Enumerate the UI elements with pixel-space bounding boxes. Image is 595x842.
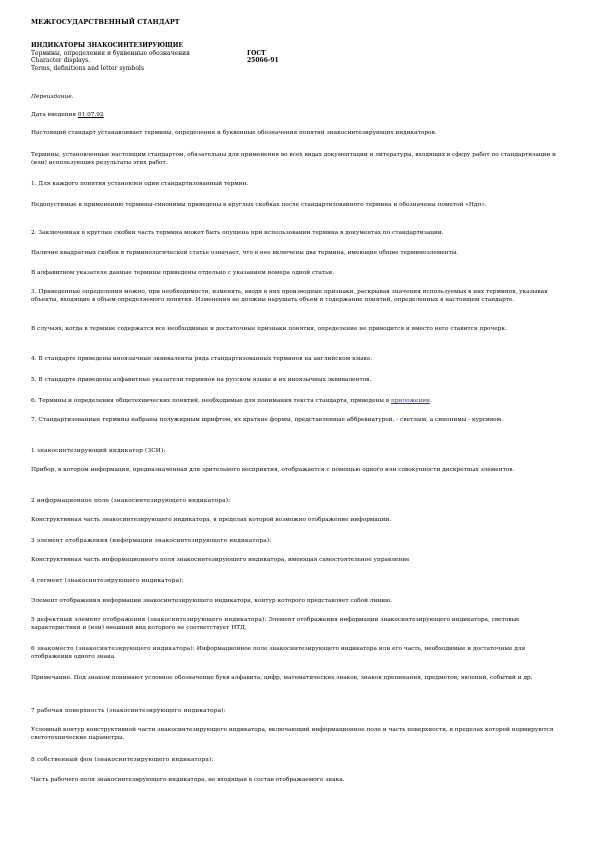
paragraph: Термины, установленные настоящим стандартом, обязательны для применения во всех видах документации и литературы, входящих в сферу работ по стандартизации и (или) использующих результаты этих работ.	[31, 152, 556, 166]
header-names	[31, 42, 247, 72]
paragraph: 2. Заключенная в круглые скобки часть термина может быть опущена при использовании термина в документах по стандартизации.	[31, 230, 444, 236]
intro-date-value: 01.07.92	[77, 112, 104, 118]
term-entry	[31, 646, 561, 662]
paragraph: Настоящий стандарт устанавливает термины, определения и буквенные обозначения понятий знакосинтезирующих индикаторов.	[31, 130, 437, 136]
paragraph: В случаях, когда в термине содержатся все необходимые и достаточные признаки понятия, определение не приводится и вместо него ставится прочерк.	[31, 326, 507, 332]
term-title: 4 сегмент (знакосинтезирующего индикатора):	[31, 578, 184, 584]
term-definition: Элемент отображения информации знакосинтезирующего индикатора, контур которого представляет собой линию.	[31, 598, 393, 604]
term-title: 8 собственный фон (знакосинтезирующего индикатора):	[31, 757, 214, 763]
term-definition: Прибор, в котором информация, предназначенная для зрительного восприятия, отображается с помощью одного или совокупности дискретных элементов.	[31, 467, 515, 473]
standard-subtitle-ru: Термины, определения и буквенные обозначения	[31, 49, 190, 57]
paragraph: В алфавитном указателе данные термины приведены отдельно с указанием номера одной статьи.	[31, 270, 334, 276]
paragraph-with-link	[31, 398, 561, 406]
term-definition: Часть рабочего поля знакосинтезирующего индикатора, не входящая в состав отображаемого знака.	[31, 777, 345, 783]
term-title: 5 дефектный элемент отображения (знакосинтезирующего индикатора):	[31, 617, 267, 623]
term-entry	[31, 617, 561, 633]
paragraph: 7. Стандартизованные термины набраны полужирным шрифтом, их краткие формы, представленные аббревиатурой, - светлым, а синонимы - курсивом.	[31, 417, 503, 423]
paragraph: 3. Приведенные определения можно, при необходимости, изменять, вводя в них производные признаки, раскрывая значения используемых в них терминов, указывая объекты, входящие в объем определяемого понятия. Изменения не должны нарушать объем и содержание понятий, определенных в настоящем стандарте.	[31, 289, 548, 303]
term-title: 3 элемент отображения (информации знакосинтезирующего индикатора):	[31, 538, 272, 544]
standard-label: МЕЖГОСУДАРСТВЕННЫЙ СТАНДАРТ	[31, 18, 180, 26]
term-definition: Конструктивная часть информационного поля знакосинтезирующего индикатора, имеющая самостоятельное управление	[31, 557, 410, 563]
intro-date	[31, 112, 561, 120]
term-definition: Конструктивная часть знакосинтезирующего индикатора, в пределах которой возможно отображение информации.	[31, 517, 392, 523]
paragraph: 5. В стандарте приведены алфавитные указатели терминов на русском языке и их иноязычных эквивалентов.	[31, 377, 372, 383]
term-title: 2 информационное поле (знакосинтезирующего индикатора):	[31, 498, 231, 504]
paragraph: Недопустимые к применению термины-синонимы приведены в круглых скобках после стандартизованного термина и обозначены пометой «Ндп».	[31, 202, 487, 208]
term-title: 6 знакоместо (знакосинтезирующего индикатора):	[31, 646, 195, 652]
paragraph-text: 6. Термины и определения общетехнических понятий, необходимые для понимания текста стандарта, приведены в	[31, 398, 391, 404]
paragraph: 1. Для каждого понятия установлен один стандартизованный термин.	[31, 181, 249, 187]
standard-name-en: Character displays.	[31, 57, 91, 65]
paragraph: 4. В стандарте приведены иноязычные эквиваленты ряда стандартизованных терминов на английском языке.	[31, 356, 373, 362]
term-definition: Информационное поле знакосинтезирующего индикатора или его часть, необходимые и достаточные для отображения одного знака.	[31, 646, 526, 660]
standard-name-ru: ИНДИКАТОРЫ ЗНАКОСИНТЕЗИРУЮЩИЕ	[31, 42, 184, 49]
intro-date-label: Дата введения	[31, 112, 78, 118]
document-page	[31, 18, 561, 72]
term-title: 1 знакосинтезирующий индикатор (ЗСИ):	[31, 448, 166, 454]
appendix-link[interactable]: приложении	[390, 398, 430, 404]
paragraph: Наличие квадратных скобок в терминологической статье означает, что в нее включены два термина, имеющие общие терминоэлементы.	[31, 250, 459, 256]
paragraph-end: .	[429, 398, 432, 404]
term-note: Примечание. Под знаком понимают условное обозначение букв алфавита, цифр, математических знаков, знаков препинания, предметов, явлений, событий и др.	[31, 675, 533, 681]
term-definition: Элемент отображения информации знакосинтезирующего индикатора, световые характеристики и (или) внешний вид которого не соответствует НТД.	[31, 617, 520, 631]
reissue-note: Переиздание.	[31, 94, 74, 100]
term-title: 7 рабочая поверхность (знакосинтезирующего индикатора):	[31, 708, 226, 714]
document-header	[31, 42, 561, 72]
gost-number: 25066-91	[247, 57, 279, 65]
gost-label: ГОСТ	[247, 49, 266, 57]
standard-subtitle-en: Terms, definitions and letter symbols	[31, 64, 144, 72]
term-definition: Условный контур конструктивной части знакосинтезирующего индикатора, включающий информационное поле и часть поверхности, в пределах которой нормируются светотехнические параметры.	[31, 727, 554, 741]
gost-designation	[247, 42, 279, 72]
